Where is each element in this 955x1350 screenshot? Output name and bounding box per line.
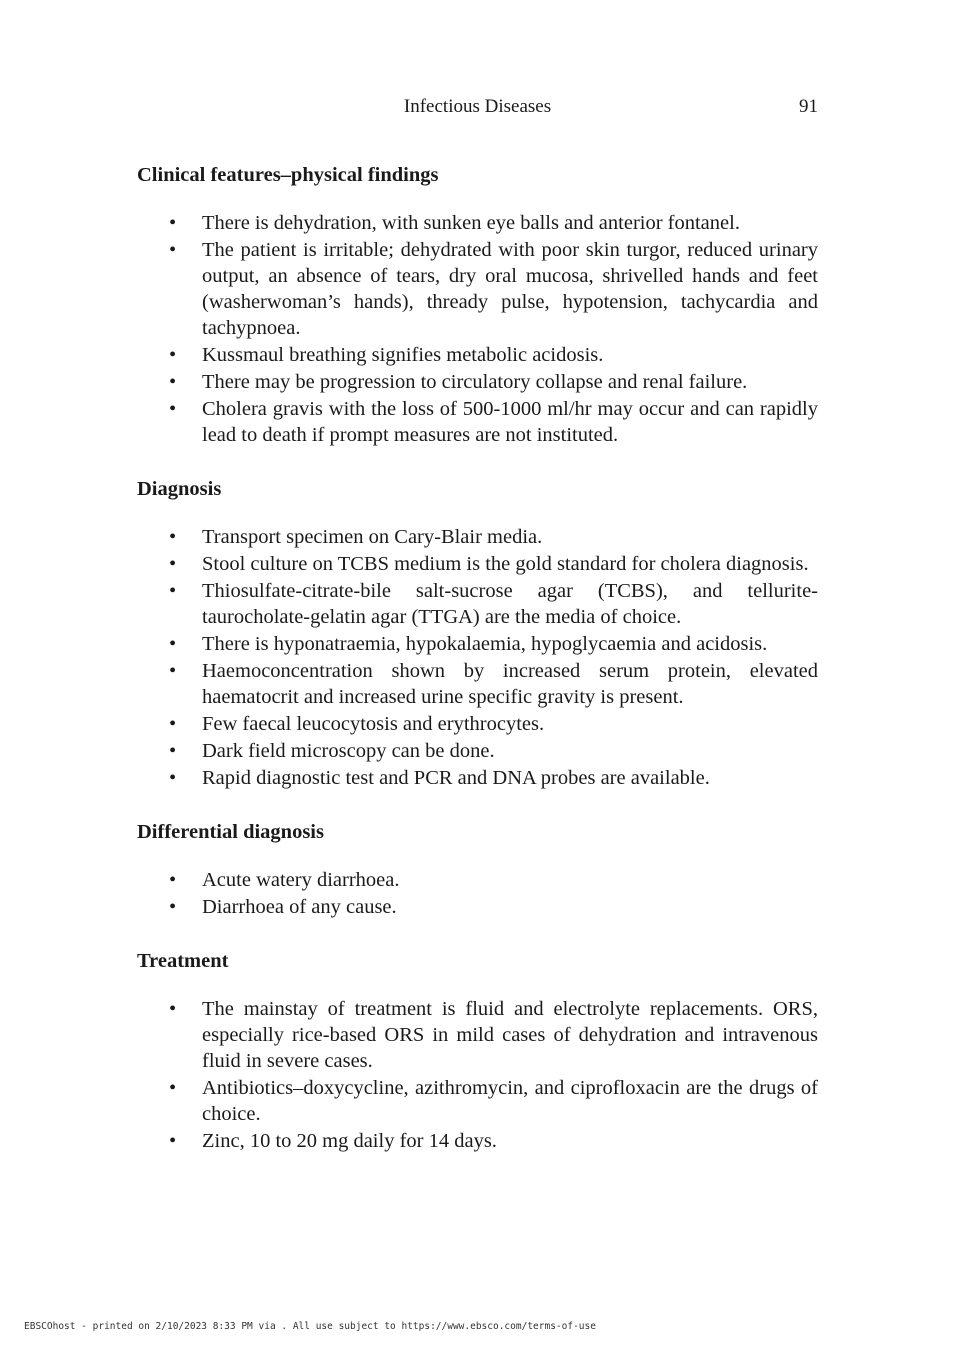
bullet-list xyxy=(137,210,818,448)
list-item: • The mainstay of treatment is fluid and electrolyte replacements. ORS, especially rice-based ORS in mild cases of dehydration and intravenous fluid in severe cases. xyxy=(137,996,818,1074)
section-differential-diagnosis xyxy=(137,817,818,920)
section-treatment xyxy=(137,946,818,1154)
section-heading: Diagnosis xyxy=(137,478,222,500)
list-item: • There is hyponatraemia, hypokalaemia, hypoglycaemia and acidosis. xyxy=(137,631,818,657)
list-item: • Few faecal leucocytosis and erythrocytes. xyxy=(137,711,818,737)
list-item: • Acute watery diarrhoea. xyxy=(137,867,818,893)
list-item: • Kussmaul breathing signifies metabolic acidosis. xyxy=(137,342,818,368)
list-item: • Haemoconcentration shown by increased serum protein, elevated haematocrit and increased urine specific gravity is present. xyxy=(137,658,818,710)
page-number: 91 xyxy=(799,96,818,117)
running-header xyxy=(0,96,955,122)
section-heading: Differential diagnosis xyxy=(137,821,324,843)
list-item: • The patient is irritable; dehydrated with poor skin turgor, reduced urinary output, an absence of tears, dry oral mucosa, shrivelled hands and feet (washerwoman’s hands), thready pulse, hypotension, tachycardia and tachypnoea. xyxy=(137,237,818,341)
list-item: • Stool culture on TCBS medium is the gold standard for cholera diagnosis. xyxy=(137,551,818,577)
list-item: • There may be progression to circulatory collapse and renal failure. xyxy=(137,369,818,395)
section-clinical-features xyxy=(137,160,818,448)
section-heading: Treatment xyxy=(137,950,229,972)
bullet-list xyxy=(137,867,818,920)
list-item: • Transport specimen on Cary-Blair media. xyxy=(137,524,818,550)
print-footer: EBSCOhost - printed on 2/10/2023 8:33 PM via . All use subject to https://www.ebsco.com/terms-of-use xyxy=(24,1321,596,1332)
list-item: • Dark field microscopy can be done. xyxy=(137,738,818,764)
list-item: • Antibiotics–doxycycline, azithromycin, and ciprofloxacin are the drugs of choice. xyxy=(137,1075,818,1127)
bullet-list xyxy=(137,996,818,1154)
list-item: • There is dehydration, with sunken eye balls and anterior fontanel. xyxy=(137,210,818,236)
section-heading: Clinical features–physical findings xyxy=(137,164,439,186)
page-body xyxy=(137,160,818,1180)
list-item: • Cholera gravis with the loss of 500-1000 ml/hr may occur and can rapidly lead to death if prompt measures are not instituted. xyxy=(137,396,818,448)
list-item: • Diarrhoea of any cause. xyxy=(137,894,818,920)
section-diagnosis xyxy=(137,474,818,791)
list-item: • Rapid diagnostic test and PCR and DNA probes are available. xyxy=(137,765,818,791)
running-title: Infectious Diseases xyxy=(403,96,552,117)
list-item: • Zinc, 10 to 20 mg daily for 14 days. xyxy=(137,1128,818,1154)
list-item: • Thiosulfate-citrate-bile salt-sucrose agar (TCBS), and tellurite-taurocholate-gelatin agar (TTGA) are the media of choice. xyxy=(137,578,818,630)
bullet-list xyxy=(137,524,818,791)
